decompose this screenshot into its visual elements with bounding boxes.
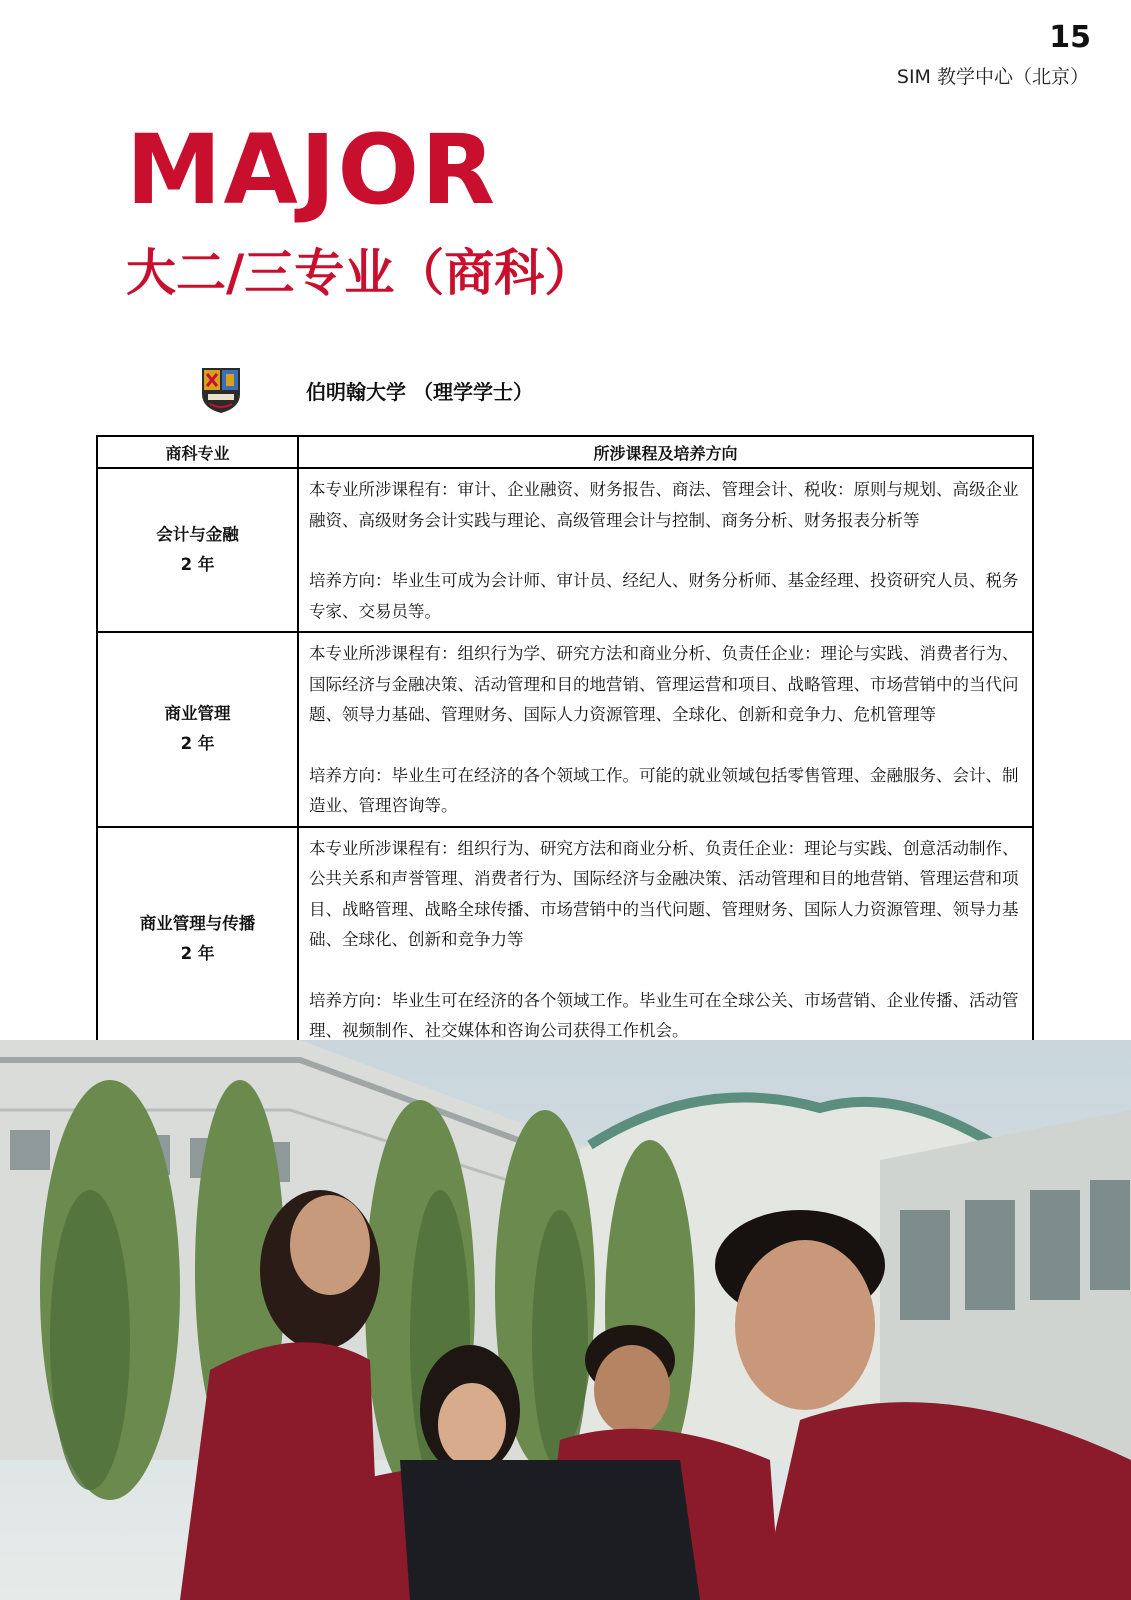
courses-text: 本专业所涉课程有：审计、企业融资、财务报告、商法、管理会计、税收：原则与规划、高级企业融资、高级财务会计实践与理论、高级管理会计与控制、商务分析、财务报表分析等 xyxy=(309,480,1019,530)
major-name: 商业管理 xyxy=(164,704,231,724)
courses-text: 本专业所涉课程有：组织行为、研究方法和商业分析、负责任企业：理论与实践、创意活动制作、公共关系和声誉管理、消费者行为、国际经济与金融决策、活动管理和目的地营销、管理运营和项目、战略管理、战略全球传播、市场营销中的当代问题、管理财务、国际人力资源管理、领导力基础、全球化、创新和竞争力等 xyxy=(309,838,1019,949)
major-cell xyxy=(97,468,298,632)
org-label: SIM 教学中心（北京） xyxy=(896,66,1089,88)
courses-text: 本专业所涉课程有：组织行为学、研究方法和商业分析、负责任企业：理论与实践、消费者行为、国际经济与金融决策、活动管理和目的地营销、管理运营和项目、战略管理、市场营销中的当代问题、领导力基础、管理财务、国际人力资源管理、全球化、创新和竞争力、危机管理等 xyxy=(309,644,1019,724)
major-duration: 2 年 xyxy=(180,555,215,574)
university-name: 伯明翰大学 （理学学士） xyxy=(306,379,533,404)
major-cell xyxy=(97,827,298,1052)
major-cell xyxy=(97,632,298,827)
major-name: 商业管理与传播 xyxy=(139,914,256,933)
column-header-courses: 所涉课程及培养方向 xyxy=(298,436,1033,468)
table-header-row xyxy=(97,436,1033,468)
career-text: 培养方向：毕业生可成为会计师、审计员、经纪人、财务分析师、基金经理、投资研究人员、税务专家、交易员等。 xyxy=(309,571,1019,621)
career-text: 培养方向：毕业生可在经济的各个领域工作。毕业生可在全球公关、市场营销、企业传播、活动管理、视频制作、社交媒体和咨询公司获得工作机会。 xyxy=(309,990,1019,1040)
major-name: 会计与金融 xyxy=(156,525,239,544)
page-title: MAJOR xyxy=(126,114,498,226)
table-row xyxy=(97,827,1033,1052)
courses-cell xyxy=(298,632,1033,827)
courses-cell xyxy=(298,468,1033,632)
page-subtitle: 大二/三专业（商科） xyxy=(126,244,595,302)
majors-table xyxy=(96,435,1034,1053)
university-crest-icon xyxy=(200,366,242,414)
university-header xyxy=(200,365,533,415)
career-text: 培养方向：毕业生可在经济的各个领域工作。可能的就业领域包括零售管理、金融服务、会计、制造业、管理咨询等。 xyxy=(309,765,1019,815)
table-row xyxy=(97,468,1033,632)
major-duration: 2 年 xyxy=(180,944,215,963)
page-number: 15 xyxy=(1049,20,1091,55)
column-header-major: 商科专业 xyxy=(97,436,298,468)
courses-cell xyxy=(298,827,1033,1052)
students-photo xyxy=(0,1040,1131,1600)
major-duration: 2 年 xyxy=(180,734,215,754)
table-row xyxy=(97,632,1033,827)
